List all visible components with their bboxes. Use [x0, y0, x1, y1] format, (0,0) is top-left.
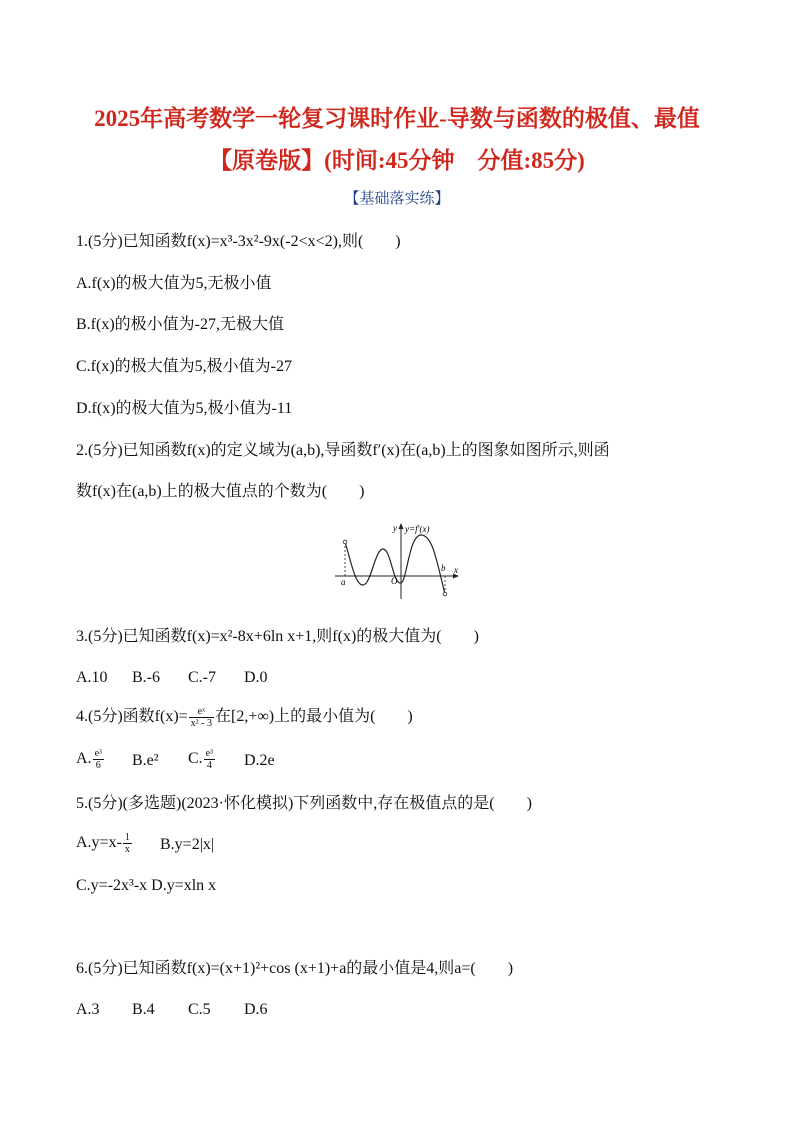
- q6-option-d: D.6: [244, 1001, 268, 1018]
- q5-option-a: [76, 832, 133, 855]
- q4-option-c-fraction: [204, 748, 215, 771]
- q3-option-d: D.0: [244, 669, 268, 686]
- graph-label-x: x: [454, 565, 458, 575]
- q4-stem: [76, 706, 413, 729]
- q1-option-d: D.f(x)的极大值为5,极小值为-11: [76, 400, 293, 417]
- derivative-graph: [335, 521, 465, 601]
- q5-option-b: B.y=2|x|: [160, 836, 215, 853]
- q5-options-cd: [76, 875, 216, 897]
- q1-option-c: C.f(x)的极大值为5,极小值为-27: [76, 358, 292, 375]
- q4-stem-suffix: 在[2,+∞)上的最小值为( ): [215, 708, 413, 726]
- q4-option-a-fraction: [93, 748, 104, 771]
- q4-option-a-denominator: 6: [95, 760, 101, 771]
- open-endpoint-a: [343, 540, 347, 544]
- q3-option-a: A.10: [76, 669, 108, 686]
- q2-stem-line1: 2.(5分)已知函数f(x)的定义域为(a,b),导函数f′(x)在(a,b)上的图象如图所示,则函: [76, 442, 610, 459]
- q4-option-a: [76, 748, 105, 771]
- q5-option-a-label: A.y=x-: [76, 834, 122, 852]
- graph-label-func: y=f′(x): [405, 524, 430, 534]
- q5-option-d: D.y=xln x: [151, 877, 217, 894]
- open-endpoint-b: [443, 592, 447, 596]
- page-title: 2025年高考数学一轮复习课时作业-导数与函数的极值、最值: [94, 106, 700, 131]
- q3-stem: 3.(5分)已知函数f(x)=x²-8x+6ln x+1,则f(x)的极大值为( ): [76, 628, 479, 645]
- q3-option-c: C.-7: [188, 669, 216, 686]
- q1-option-a: A.f(x)的极大值为5,无极小值: [76, 275, 272, 292]
- q4-fraction-denominator: x² - 3: [190, 718, 212, 729]
- q5-option-a-denominator: x: [124, 844, 130, 855]
- q1-stem: 1.(5分)已知函数f(x)=x³-3x²-9x(-2<x<2),则( ): [76, 233, 401, 250]
- q4-fraction: [189, 706, 214, 729]
- q5-stem: 5.(5分)(多选题)(2023·怀化模拟)下列函数中,存在极值点的是( ): [76, 795, 532, 812]
- q2-stem-line2: 数f(x)在(a,b)上的极大值点的个数为( ): [76, 483, 365, 500]
- q4-option-a-numerator: e³: [94, 748, 102, 759]
- q4-fraction-numerator: eˣ: [189, 706, 214, 718]
- q4-stem-prefix: 4.(5分)函数f(x)=: [76, 708, 188, 726]
- q5-option-c: C.y=-2x³-x: [76, 877, 148, 894]
- page-subtitle: 【原卷版】(时间:45分钟 分值:85分): [209, 148, 585, 173]
- graph-label-origin: O: [391, 576, 398, 586]
- section-heading: 【基础落实练】: [344, 191, 450, 207]
- q4-option-a-label: A.: [76, 750, 92, 768]
- graph-label-y: y: [393, 523, 397, 533]
- y-axis-arrow: [399, 523, 404, 529]
- q4-option-d: D.2e: [244, 752, 275, 769]
- q5-option-a-numerator: 1: [124, 832, 130, 843]
- q1-option-b: B.f(x)的极小值为-27,无极大值: [76, 316, 284, 333]
- q6-option-b: B.4: [132, 1001, 155, 1018]
- graph-label-b: b: [441, 563, 446, 573]
- q6-option-c: C.5: [188, 1001, 211, 1018]
- q4-option-c-numerator: e³: [205, 748, 214, 759]
- q6-stem: 6.(5分)已知函数f(x)=(x+1)²+cos (x+1)+a的最小值是4,则a=( ): [76, 960, 514, 977]
- q3-option-b: B.-6: [132, 669, 160, 686]
- q4-option-c: [188, 748, 216, 771]
- q5-option-a-fraction: [123, 832, 132, 855]
- q4-option-b: B.e²: [132, 752, 159, 769]
- q4-option-c-label: C.: [188, 750, 203, 768]
- q4-option-c-denominator: 4: [206, 760, 212, 771]
- graph-label-a: a: [341, 577, 346, 587]
- q6-option-a: A.3: [76, 1001, 100, 1018]
